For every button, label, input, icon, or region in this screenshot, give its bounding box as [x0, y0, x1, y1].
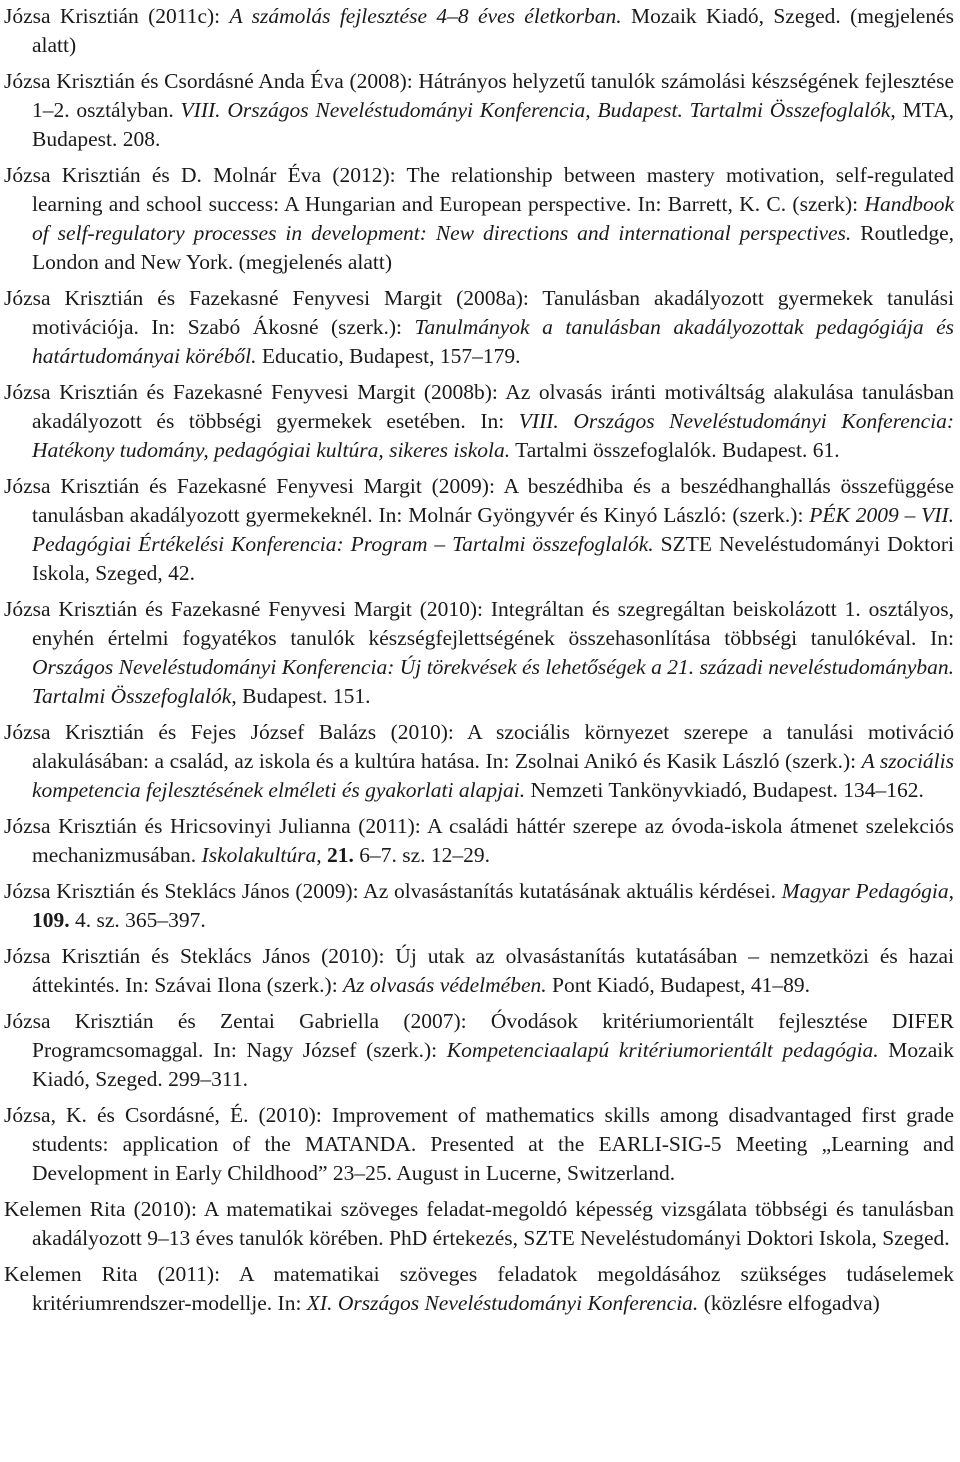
reference-text-segment: Józsa Krisztián és D. Molnár Éva (2012): The relationship between mastery motivation, self-regulated learning and school success: A Hungarian and European perspective. In: Barrett, K. C. (szerk): [4, 163, 954, 216]
reference-title-segment: VIII. Országos Neveléstudományi Konferencia: Hatékony tudomány, pedagógiai kultúra, sikeres iskola. [32, 409, 954, 462]
reference-title-segment: VIII. Országos Neveléstudományi Konferencia, Budapest. Tartalmi Összefoglalók [180, 98, 891, 122]
reference-text-segment: , [948, 879, 954, 903]
reference-text-segment: , [316, 843, 327, 867]
reference-text-segment: Educatio, Budapest, 157–179. [256, 344, 521, 368]
reference-text-segment: Józsa Krisztián és Steklács János (2009): Az olvasástanítás kutatásának aktuális kérdései. [4, 879, 782, 903]
reference-title-segment: Kompetenciaalapú kritériumorientált pedagógia. [446, 1038, 879, 1062]
reference-text-segment: , MTA, Budapest. 208. [32, 98, 954, 151]
reference-text-segment: Józsa, K. és Csordásné, É. (2010): Improvement of mathematics skills among disadvantaged first grade students: application of the MATANDA. Presented at the EARLI-SIG-5 Meeting „Learning and Development in Early Childhood” 23–25. August in Lucerne, Switzerland. [4, 1103, 954, 1185]
reference-entry [4, 67, 954, 154]
reference-text-segment: Tartalmi összefoglalók. Budapest. 61. [510, 438, 840, 462]
reference-text-segment: Józsa Krisztián és Fazekasné Fenyvesi Margit (2008a): Tanulásban akadályozott gyermekek tanulási motivációja. In: Szabó Ákosné (szerk.): [4, 286, 954, 339]
reference-title-segment: XI. Országos Neveléstudományi Konferencia. [306, 1291, 699, 1315]
reference-text-segment: Nemzeti Tankönyvkiadó, Budapest. 134–162. [525, 778, 924, 802]
reference-title-segment: Magyar Pedagógia [781, 879, 949, 903]
reference-entry [4, 2, 954, 60]
reference-text-segment: (közlésre elfogadva) [698, 1291, 880, 1315]
reference-text-segment: Józsa Krisztián és Fazekasné Fenyvesi Margit (2010): Integráltan és szegregáltan beiskolázott 1. osztályos, enyhén értelmi fogyatékos tanulók készségfejlettségének összehasonlítása többségi tanulókéval. In: [4, 597, 954, 650]
reference-entry [4, 472, 954, 588]
reference-text-segment: 6–7. sz. 12–29. [353, 843, 490, 867]
reference-text-segment: Józsa Krisztián és Csordásné Anda Éva (2008): Hátrányos helyzetű tanulók számolási készségének fejlesztése 1–2. osztályban. [4, 69, 954, 122]
reference-entry [4, 1007, 954, 1094]
reference-text-segment: Pont Kiadó, Budapest, 41–89. [546, 973, 811, 997]
reference-text-segment: Józsa Krisztián és Fejes József Balázs (2010): A szociális környezet szerepe a tanulási motiváció alakulásában: a család, az iskola és a kultúra hatása. In: Zsolnai Anikó és Kasik László (szerk.): [4, 720, 954, 773]
reference-title-segment: Handbook of self-regulatory processes in development: New directions and international perspectives. [32, 192, 954, 245]
reference-text-segment: 4. sz. 365–397. [69, 908, 206, 932]
reference-entry [4, 595, 954, 711]
reference-entry [4, 812, 954, 870]
reference-text-segment: Józsa Krisztián és Fazekasné Fenyvesi Margit (2008b): Az olvasás iránti motiváltság alakulása tanulásban akadályozott és többségi gyermekek esetében. In: [4, 380, 954, 433]
reference-entry [4, 1195, 954, 1253]
reference-text-segment: Mozaik Kiadó, Szeged. (megjelenés alatt) [32, 4, 955, 57]
reference-entry [4, 942, 954, 1000]
reference-entry [4, 877, 954, 935]
reference-title-segment: Tanulmányok a tanulásban akadályozottak pedagógiája és határtudományai köréből. [32, 315, 954, 368]
reference-list [4, 2, 954, 1318]
reference-text-segment: Józsa Krisztián (2011c): [4, 4, 230, 28]
reference-text-segment: Józsa Krisztián és Fazekasné Fenyvesi Margit (2009): A beszédhiba és a beszédhanghallás összefüggése tanulásban akadályozott gyermekeknél. In: Molnár Gyöngyvér és Kinyó László: (szerk.): [4, 474, 954, 527]
reference-text-segment: Kelemen Rita (2011): A matematikai szöveges feladatok megoldásához szükséges tudáselemek kritériumrendszer-modellje. In: [4, 1262, 954, 1315]
reference-title-segment: A szociális kompetencia fejlesztésének elméleti és gyakorlati alapjai. [32, 749, 954, 802]
reference-entry [4, 284, 954, 371]
reference-text-segment: , Budapest. 151. [231, 684, 371, 708]
reference-entry [4, 718, 954, 805]
reference-text-segment: Kelemen Rita (2010): A matematikai szöveges feladat-megoldó képesség vizsgálata többségi és tanulásban akadályozott 9–13 éves tanulók körében. PhD értekezés, SZTE Neveléstudományi Doktori Iskola, Szeged. [4, 1197, 954, 1250]
reference-text-segment: Józsa Krisztián és Zentai Gabriella (2007): Óvodások kritériumorientált fejlesztése DIFER Programcsomaggal. In: Nagy József (szerk.): [4, 1009, 954, 1062]
reference-text-segment: Józsa Krisztián és Hricsovinyi Julianna (2011): A családi háttér szerepe az óvoda-iskola átmenet szelekciós mechanizmusában. [4, 814, 954, 867]
reference-text-segment: SZTE Neveléstudományi Doktori Iskola, Szeged, 42. [32, 532, 954, 585]
reference-title-segment: Az olvasás védelmében. [343, 973, 547, 997]
reference-entry [4, 1260, 954, 1318]
reference-title-segment: A számolás fejlesztése 4–8 éves életkorban. [229, 4, 622, 28]
reference-volume-segment: 109. [32, 908, 70, 932]
reference-text-segment: Mozaik Kiadó, Szeged. 299–311. [32, 1038, 954, 1091]
reference-volume-segment: 21. [326, 843, 354, 867]
reference-text-segment: Routledge, London and New York. (megjelenés alatt) [32, 221, 954, 274]
reference-title-segment: PÉK 2009 – VII. Pedagógiai Értékelési Konferencia: Program – Tartalmi összefoglalók. [32, 503, 955, 556]
reference-entry [4, 161, 954, 277]
reference-entry [4, 378, 954, 465]
reference-entry [4, 1101, 954, 1188]
reference-title-segment: Iskolakultúra [201, 843, 317, 867]
reference-text-segment: Józsa Krisztián és Steklács János (2010): Új utak az olvasástanítás kutatásában – nemzetközi és hazai áttekintés. In: Szávai Ilona (szerk.): [4, 944, 954, 997]
reference-title-segment: Országos Neveléstudományi Konferencia: Új törekvések és lehetőségek a 21. századi neveléstudományban. Tartalmi Összefoglalók [32, 655, 954, 708]
